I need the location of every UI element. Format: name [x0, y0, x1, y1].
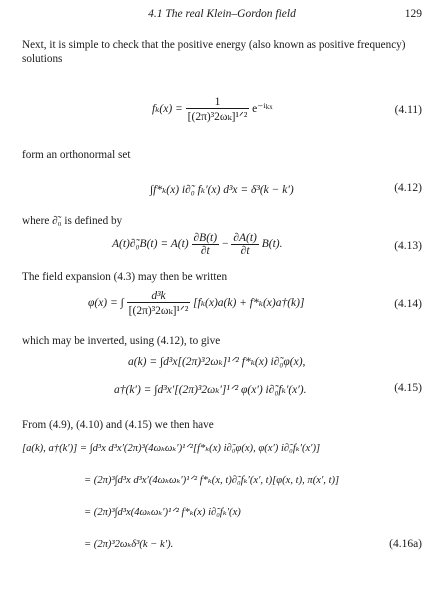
eq-4-14-tail: [fₖ(x)a(k) + f*ₖ(x)a†(k)] [193, 297, 305, 310]
eq-4-16a-line-3: = (2π)³∫d³x(4ωₖωₖ′)¹ᐟ² f*ₖ(x) i∂̃₀fₖ′(x) [84, 507, 241, 518]
eq-4-13-tail: B(t). [261, 238, 283, 251]
eq-4-13-num-2: ∂A(t) [233, 232, 257, 244]
eq-4-14-fraction [127, 290, 191, 317]
eq-4-11-exponential: e⁻ⁱᵏˣ [252, 103, 273, 116]
eq-4-14-numerator: d³k [127, 290, 191, 303]
eq-4-15-line-a: a(k) = ∫d³x[(2π)³2ωₖ]¹ᐟ² f*ₖ(x) i∂̃₀φ(x), [128, 356, 306, 368]
eq-4-16a-line-1: [a(k), a†(k′)] = ∫d³x d³x′(2π)³(4ωₖωₖ′)¹ᐟ²[f*ₖ(x) i∂̃₀φ(x), φ(x′) i∂̃₀fₖ′(x′)] [22, 443, 321, 454]
page-number: 129 [404, 8, 422, 20]
eq-number-4-14: (4.14) [394, 298, 422, 310]
paragraph-positive-energy: Next, it is simple to check that the positive energy (also known as positive frequency) solutions [22, 39, 406, 65]
eq-4-11-fraction [186, 96, 250, 123]
running-title: 4.1 The real Klein–Gordon field [148, 8, 296, 20]
equation-4-15 [0, 354, 444, 410]
paragraph-orthonormal: form an orthonormal set [22, 149, 131, 161]
paragraph-field-expansion: The field expansion (4.3) may then be written [22, 271, 228, 283]
paragraph-definition: where ∂̃₀ is defined by [22, 215, 123, 227]
equation-4-14 [0, 290, 444, 320]
eq-4-16a-line-4: = (2π)³2ωₖδ³(k − k′). [84, 539, 174, 550]
equation-4-13 [0, 232, 444, 262]
equation-4-12 [0, 180, 444, 210]
eq-4-15-line-b: a†(k′) = ∫d³x′[(2π)³2ωₖ′]¹ᐟ² φ(x′) i∂̃₀fₖ′(x′). [114, 384, 307, 396]
eq-4-16a-line-2: = (2π)³∫d³x d³x′(4ωₖωₖ′)¹ᐟ² f*ₖ(x, t)∂̃₀fₖ′(x′, t)[φ(x, t), π(x′, t)] [84, 475, 340, 486]
eq-4-11-denominator: [(2π)³2ωₖ]¹ᐟ² [187, 111, 248, 123]
eq-4-11-lhs: fₖ(x) = [152, 103, 183, 116]
equation-4-16a [0, 442, 444, 582]
eq-4-13-minus: − [221, 238, 229, 251]
eq-number-4-13: (4.13) [394, 240, 422, 252]
eq-4-14-lhs: φ(x) = ∫ [88, 297, 124, 310]
eq-4-13-den-2: ∂t [240, 245, 250, 257]
eq-4-12-body: ∫f*ₖ(x) i∂̃₀ fₖ′(x) d³x = δ³(k − k′) [150, 184, 294, 196]
equation-4-11 [0, 96, 444, 126]
eq-4-14-denominator: [(2π)³2ωₖ]¹ᐟ² [128, 305, 189, 317]
running-header [0, 8, 444, 24]
eq-4-13-den-1: ∂t [200, 245, 210, 257]
eq-4-13-fraction-2 [231, 232, 259, 257]
eq-4-11-numerator: 1 [186, 96, 250, 109]
paragraph-commutator: From (4.9), (4.10) and (4.15) we then have [22, 419, 214, 431]
eq-4-13-fraction-1 [192, 232, 220, 257]
eq-4-13-lhs: A(t)∂̃₀B(t) = A(t) [112, 238, 189, 251]
eq-number-4-15: (4.15) [394, 382, 422, 394]
eq-number-4-16a: (4.16a) [389, 538, 422, 550]
eq-number-4-11: (4.11) [394, 104, 422, 116]
paragraph-inverted: which may be inverted, using (4.12), to give [22, 335, 221, 347]
eq-4-13-num-1: ∂B(t) [193, 232, 218, 244]
eq-number-4-12: (4.12) [394, 182, 422, 194]
